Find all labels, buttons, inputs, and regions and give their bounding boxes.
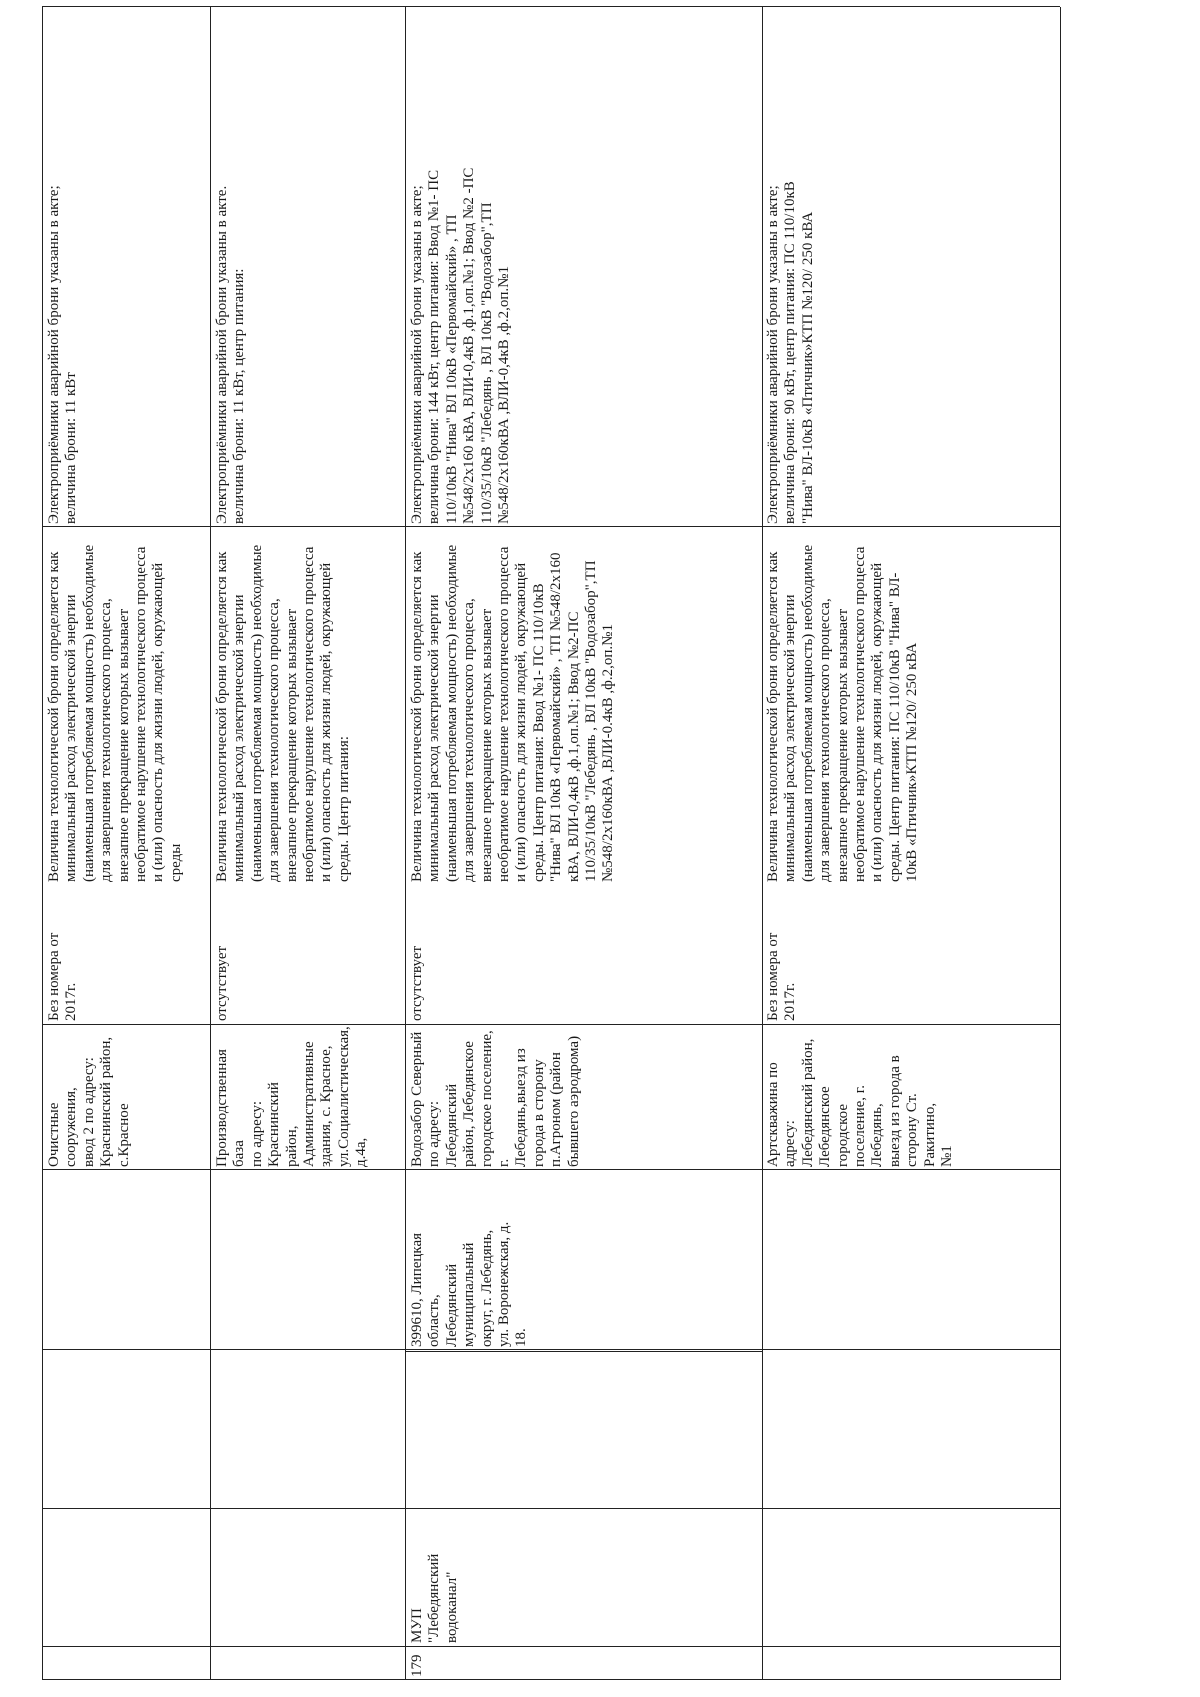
grid-line (405, 7, 406, 1680)
object-cell: Артскважина по адресу: Лебедянский район, Лебедянское городское поселение, г. Лебедянь, выезд из города в сторону Ст. Ракитино, №1 (765, 1038, 956, 1167)
grid-line (42, 1169, 1060, 1170)
object-cell: Очистные сооружения, ввод 2 по адресу: Краснинский район, с.Красное (46, 1036, 132, 1167)
act-cell: Без номера от 2017г. (46, 932, 80, 1021)
grid-line (1060, 7, 1061, 1680)
organization-cell: МУП "Лебедянский водоканал" (409, 1553, 460, 1643)
grid-line (42, 526, 1060, 527)
grid-line (762, 7, 763, 1680)
tech-reserve-cell: Величина технологической брони определяется как минимальный расход электрической энергии (наименьшая потребляемая мощность) необходимые для завершения технологического процесса, внезапное прекращение которых вызывает необратимое нарушение технологического процесса и (или) опасность для жизни людей, окружающей среды (46, 544, 184, 882)
object-cell: Водозабор Северный по адресу: Лебедянский район, Лебедянское городское поселение, г. Лебедянь,выезд из города в сторону п.Агроном (район бывшего аэродрома) (409, 1030, 582, 1167)
act-cell: отсутствует (409, 945, 425, 1021)
emergency-reserve-cell: Электроприёмники аварийной брони указаны в акте. величина брони: 11 кВт, центр питания: (214, 185, 248, 524)
act-cell: отсутствует (214, 945, 230, 1021)
row-number-cell: 179 (409, 1654, 425, 1677)
grid-line (42, 7, 43, 1680)
emergency-reserve-cell: Электроприёмники аварийной брони указаны в акте; величина брони: 144 кВт, центр питания: Ввод №1- ПС 110/10кВ "Нива" ВЛ 10кВ «Первомайский» , ТП №548/2х160 кВА, ВЛИ-0,4кВ ,ф.1,оп.№1; Ввод №2 -ПС 110/35/10кВ "Лебедянь , ВЛ 10кВ "Водозабор",ТП №548/2х160кВА ,ВЛИ-0,4кВ ,ф.2,оп.№1 (409, 167, 513, 524)
act-cell: Без номера от 2017г. (765, 932, 799, 1021)
tech-reserve-cell: Величина технологической брони определяется как минимальный расход электрической энергии (наименьшая потребляемая мощность) необходимые для завершения технологического процесса, внезапное прекращение которых вызывает необратимое нарушение технологического процесса и (или) опасность для жизни людей, окружающей среды. Центр питания: (214, 544, 352, 882)
emergency-reserve-cell: Электроприёмники аварийной брони указаны в акте; величина брони: 11 кВт (46, 185, 80, 524)
tech-reserve-cell: Величина технологической брони определяется как минимальный расход электрической энергии (наименьшая потребляемая мощность) необходимые для завершения технологического процесса, внезапное прекращение которых вызывает необратимое нарушение технологического процесса и (или) опасность для жизни людей, окружающей среды. Центр питания: Ввод №1- ПС 110/10кВ "Нива" ВЛ 10кВ «Первомайский» , ТП №548/2х160 кВА, ВЛИ-0,4кВ ,ф.1,оп.№1; Ввод №2-ПС 110/35/10кВ "Лебедянь , ВЛ 10кВ "Водозабор",ТП №548/2х160кВА ,ВЛИ-0.4кВ ,ф.2,оп.№1 (409, 544, 617, 882)
emergency-reserve-cell: Электроприёмники аварийной брони указаны в акте; величина брони: 90 кВт, центр питания: ПС 110/10кВ "Нива" ВЛ-10кВ «Птичник»КТП №120/ 250 кВА (765, 181, 816, 524)
tech-reserve-cell: Величина технологической брони определяется как минимальный расход электрической энергии (наименьшая потребляемая мощность) необходимые для завершения технологического процесса, внезапное прекращение которых вызывает необратимое нарушение технологического процесса и (или) опасность для жизни людей, окружающей среды. Центр питания: ПС 110/10кВ "Нива" ВЛ- 10кВ «Птичник»КТП №120/ 250 кВА (765, 544, 921, 882)
grid-line (42, 1508, 1060, 1509)
object-cell: Производственная база по адресу: Краснинский район, Административные здания, с. Красное, ул.Социалистическая, д.4а, (214, 1026, 370, 1167)
grid-line (42, 1679, 1060, 1680)
grid-line (210, 7, 211, 1680)
grid-line (42, 1349, 1060, 1350)
address-cell: 399610, Липецкая область, Лебедянский муниципальный округ, г. Лебедянь, ул. Воронежская, д. 18. (409, 1221, 530, 1347)
grid-line (42, 6, 1060, 7)
grid-line (405, 1351, 762, 1352)
grid-line (42, 1646, 1060, 1647)
grid-line (42, 1024, 1060, 1025)
